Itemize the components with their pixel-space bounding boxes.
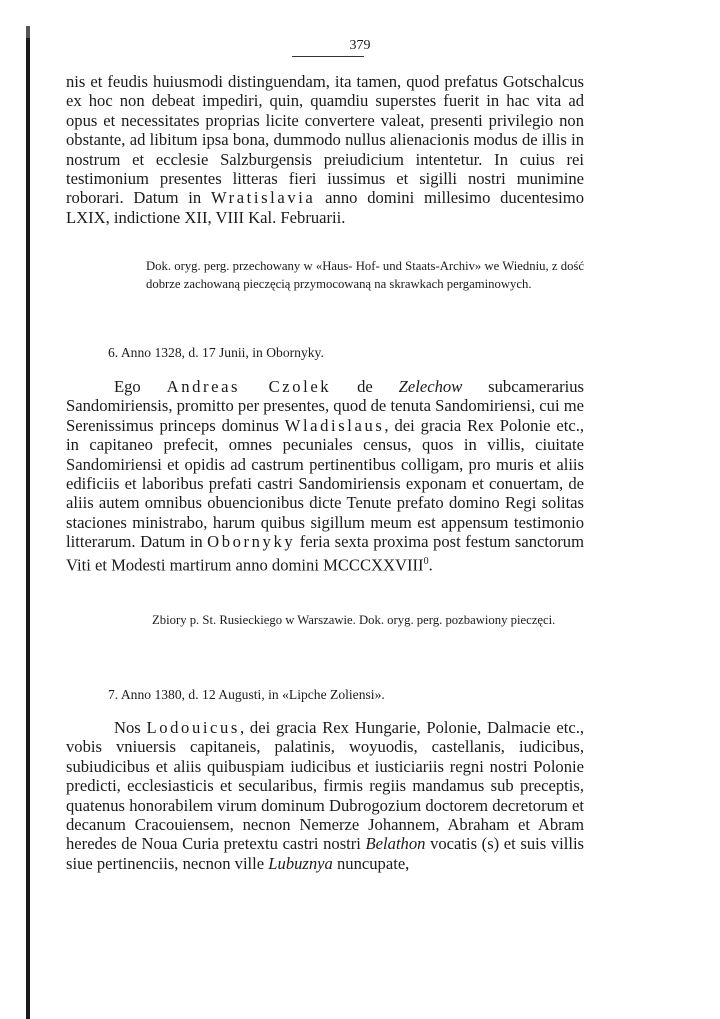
scan-edge-shadow: [26, 26, 30, 38]
archive-note-2: Zbiory p. St. Rusieckiego w Warszawie. Dok. oryg. perg. pozbawiony pieczęci.: [152, 613, 556, 627]
king-name: Wladislaus: [284, 415, 385, 435]
paragraph-2: Ego Andreas Czolek de Zelechow subcamerarius Sandomiriensis, promitto per presentes, quod de tenuta Sandomiriensi, cui me Serenissimus princeps dominus Wladislaus, dei gracia Rex Polonie etc., in capitaneo prefecit, omnes pecuniales census, quos in villis, ciuitate Sandomiriensi et opidis ad castrum pertinentibus colligam, pro muris et aliis edificiis et laboribus prefati castri Sandomiriensis exponam et conuertam, de aliis autem omnibus obuencionibus dicte Tenute prefato domino Regi solitas staciones ministrabo, harum quibus sigillum meum est appensum testimonio litterarum. Datum in Obornyky feria sexta proxima post festum sanctorum Viti et Modesti martirum anno domini MCCCXXVIII$^0$.: [66, 377, 585, 575]
place-name: Zelechow: [398, 377, 463, 396]
page-number: 379: [349, 38, 371, 53]
place-name: Wratislavia: [210, 188, 316, 208]
place-name: Obornyky: [207, 532, 296, 552]
person-name: Andreas Czolek: [166, 377, 332, 396]
person-name: Lodouicus: [146, 718, 240, 737]
archive-note-1: Dok. oryg. perg. przechowany w «Haus- Hof- und Staats-Archiv» we Wiedniu, z dość dobrze zachowaną pieczęcią przymocowaną na skrawkach pergaminowych.: [146, 259, 584, 291]
page-number-rule: [292, 56, 364, 57]
scan-binding-edge: [26, 38, 30, 1019]
place-name: Lubuznya: [268, 853, 333, 873]
document-heading-6: 6. Anno 1328, d. 17 Junii, in Obornyky.: [108, 345, 324, 360]
document-heading-7: 7. Anno 1380, d. 12 Augusti, in «Lipche Zoliensi».: [108, 687, 385, 702]
paragraph-3: Nos Lodouicus, dei gracia Rex Hungarie, Polonie, Dalmacie etc., vobis vniuersis capitaneis, palatinis, woyuodis, castellanis, iudicibus, subiudicibus et aliis quibuspiam iudicibus et iusticiariis regni nostri Polonie predicti, ecclesiasticis et secularibus, firmis regiis mandamus sub preceptis, quatenus honorabilem virum dominum Dubrogozium doctorem decretorum et decanum Cracouiensem, necnon Nemerze Johannem, Abraham et Abram heredes de Noua Curia pretextu castri nostri Belathon vocatis (s) et suis villis siue pertinenciis, necnon ville Lubuznya nuncupate,: [66, 718, 585, 873]
place-name: Belathon: [365, 834, 426, 854]
paragraph-1: nis et feudis huiusmodi distinguendam, ita tamen, quod prefatus Gotschalcus ex hoc non debeat impediri, quin, quamdiu superstes fuerit in hac vita ad opus et necessitates proprias licite convertere valeat, presenti privilegio non obstante, ad libitum ipsa bona, dummodo nullus alienacionis modus de illis in nostrum et ecclesie Salzburgensis preiudicium intentetur. In cuius rei testimonium presentes litteras fieri iussimus et sigilli nostri munimine roborari. Datum in Wratislavia anno domini millesimo ducentesimo LXIX, indictione XII, VIII Kal. Februarii.: [66, 72, 584, 227]
